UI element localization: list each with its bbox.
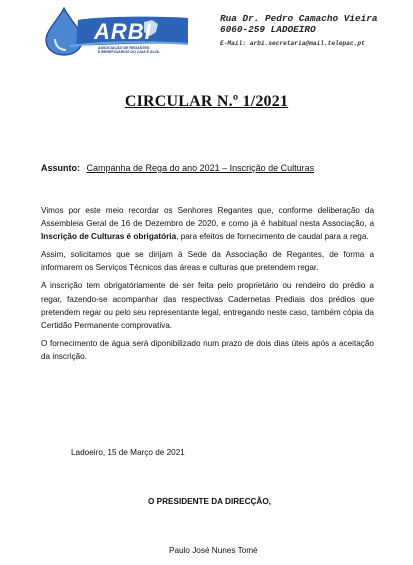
address-street: Rua Dr. Pedro Camacho Vieira (220, 13, 378, 24)
document-title: CIRCULAR N.º 1/2021 (124, 93, 289, 110)
subject-line (41, 163, 314, 173)
paragraph-1 (41, 204, 374, 243)
signer-role: O PRESIDENTE DA DIRECÇÃO, (148, 497, 271, 506)
logo-subtitle-line1: ASSOCIAÇÃO DE REGANTES (98, 46, 150, 50)
paragraph-2: Assim, solicitamos que se dirijam à Sede da Associação de Regantes, de forma a informarem os Serviços Técnicos das áreas e culturas que pretendem regar. (41, 250, 374, 273)
paragraph-4: O fornecimento de água será diponibilizado num prazo de dois dias úteis após a aceitação da inscrição. (41, 338, 374, 361)
paragraph-3: A inscrição tem obrigatóriamente de ser feita pelo proprietário ou rendeiro do prédio a regar, fazendo-se acompanhar das respectivas Cadernetas Prediais dos prédios que pretendem regar ou pelo seu representante legal, entregando neste caso, também cópia da Certidão Permanente comprovativa. (41, 281, 374, 330)
sender-address (220, 13, 378, 35)
paragraph-1-end: , para efeitos de fornecimento de caudal para a rega. (176, 232, 369, 242)
logo-subtitle (98, 46, 188, 54)
arbi-logo (40, 6, 190, 56)
sender-email: E-Mail: arbi.secretaria@mail.telepac.pt (220, 40, 365, 47)
letter-body (41, 204, 374, 368)
date-line: Ladoeiro, 15 de Março de 2021 (71, 448, 185, 457)
logo-wordmark: ARBI (94, 19, 152, 44)
address-postcode: 6060-259 LADOEIRO (220, 24, 316, 35)
logo-subtitle-line2: E BENEFICIÁRIOS DO CAIA E ALVA (98, 50, 160, 55)
subject-text: Campanha de Rega do ano 2021 – Inscrição de Culturas (86, 163, 315, 173)
signer-name: Paulo José Nunes Tomé (169, 546, 258, 555)
subject-label: Assunto: (41, 163, 80, 173)
paragraph-1-start: Vimos por este meio recordar os Senhores Regantes que, conforme deliberação da Assembleia Geral de 16 de Dezembro de 2020, e como já é habitual nesta Associação, a (41, 206, 374, 229)
paragraph-1-emphasis: Inscrição de Culturas é obrigatória (41, 232, 177, 242)
